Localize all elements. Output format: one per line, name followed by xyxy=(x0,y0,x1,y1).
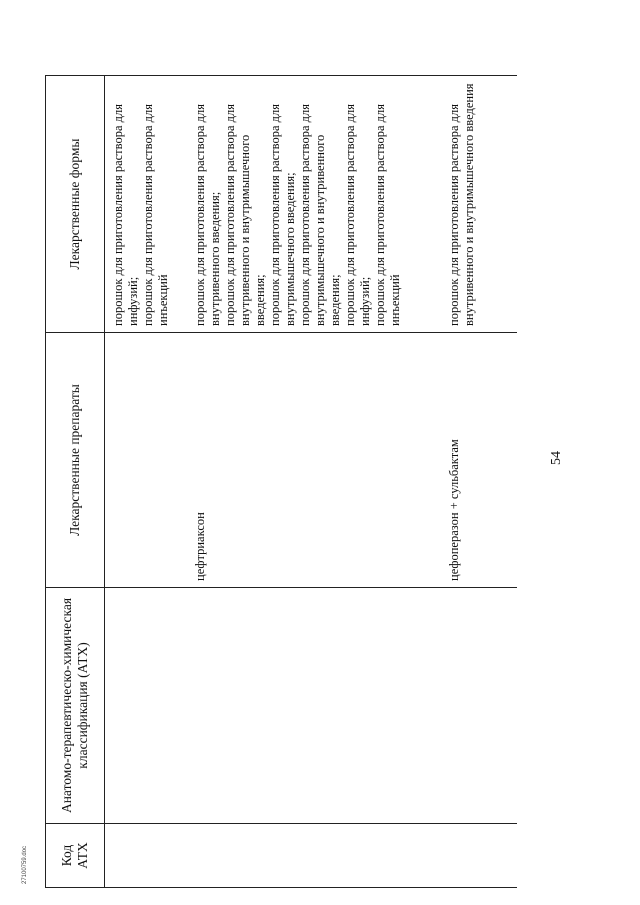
table-row xyxy=(447,76,517,888)
header-classification: Анатомо-терапевтическо-химическая классификация (АТХ) xyxy=(46,588,105,824)
rotated-content xyxy=(40,38,620,898)
cell-code xyxy=(447,824,517,888)
cell-code xyxy=(193,824,447,888)
atx-table xyxy=(45,75,517,888)
document-page xyxy=(40,38,620,898)
header-preparations: Лекарственные препараты xyxy=(46,333,105,588)
cell-preparation: цефоперазон + сульбактам xyxy=(447,333,517,588)
form-line: порошок для приготовления раствора для инфузий; xyxy=(111,104,140,326)
form-line: порошок для приготовления раствора для внутримышечного введения; xyxy=(268,104,297,326)
cell-code xyxy=(111,824,193,888)
file-stamp: 27100759.doc xyxy=(22,845,28,884)
form-line: порошок для приготовления раствора для внутримышечного и внутривенного введения; xyxy=(298,104,342,326)
cell-forms xyxy=(193,76,447,333)
cell-classification xyxy=(111,588,193,824)
form-line: порошок для приготовления раствора для внутривенного и внутримышечного введения xyxy=(447,83,476,326)
cell-classification xyxy=(447,588,517,824)
form-line: порошок для приготовления раствора для внутривенного и внутримышечного введения; xyxy=(223,104,267,326)
cell-classification xyxy=(193,588,447,824)
form-line: порошок для приготовления раствора для инъекций xyxy=(373,104,402,326)
page-number: 54 xyxy=(549,451,564,465)
cell-preparation: цефтриаксон xyxy=(193,333,447,588)
header-forms: Лекарственные формы xyxy=(46,76,105,333)
form-line: порошок для приготовления раствора для инъекций xyxy=(141,104,170,326)
header-code: Код АТХ xyxy=(46,824,105,888)
cell-forms xyxy=(447,76,517,333)
cell-preparation xyxy=(111,333,193,588)
cell-forms xyxy=(111,76,193,333)
table-row xyxy=(111,76,193,888)
form-line: порошок для приготовления раствора для внутривенного введения; xyxy=(193,104,222,326)
table-header-row xyxy=(46,76,105,888)
form-line: порошок для приготовления раствора для инфузий; xyxy=(343,104,372,326)
table-row xyxy=(193,76,447,888)
